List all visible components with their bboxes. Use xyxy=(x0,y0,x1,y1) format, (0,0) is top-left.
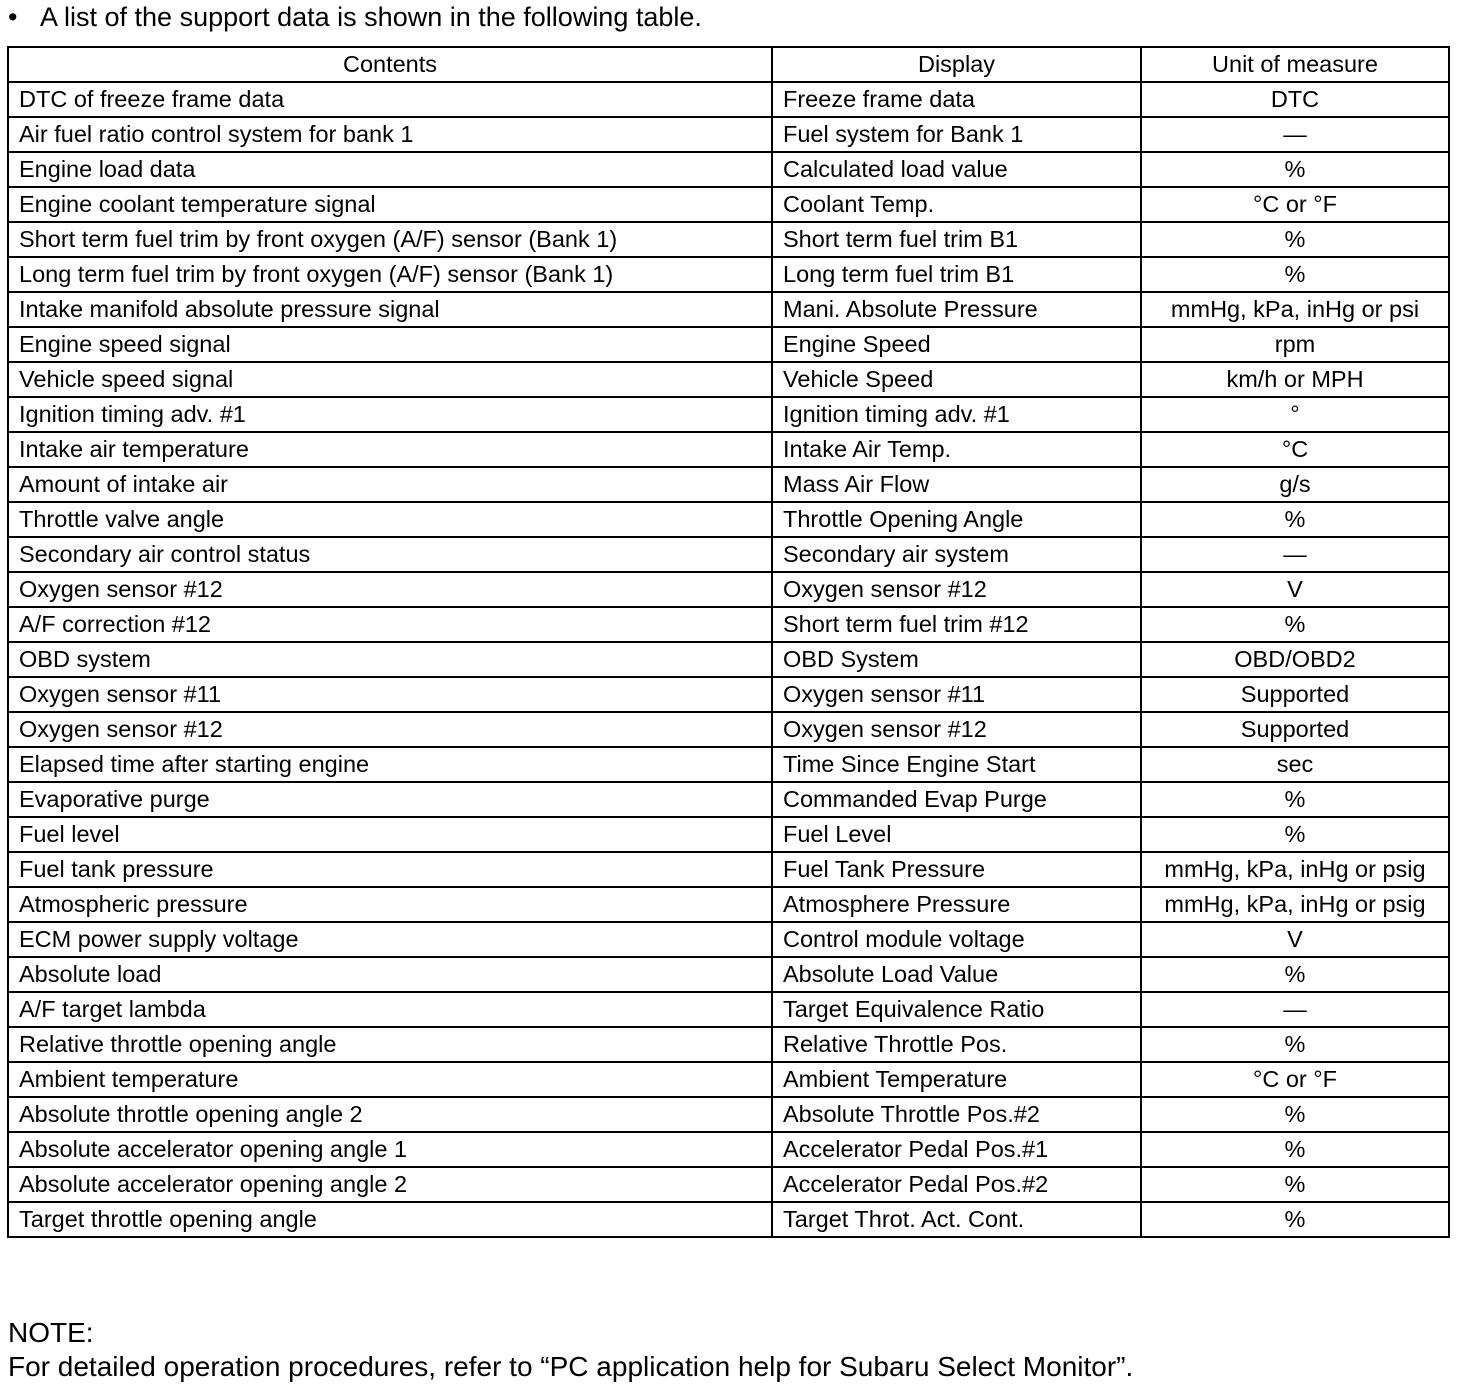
cell-display: Target Equivalence Ratio xyxy=(772,992,1141,1027)
cell-unit: °C or °F xyxy=(1141,1062,1449,1097)
cell-display: Short term fuel trim B1 xyxy=(772,222,1141,257)
cell-display: Oxygen sensor #12 xyxy=(772,712,1141,747)
cell-display: Vehicle Speed xyxy=(772,362,1141,397)
cell-display: Time Since Engine Start xyxy=(772,747,1141,782)
table-row xyxy=(8,1062,1449,1097)
table-row xyxy=(8,467,1449,502)
table-row xyxy=(8,712,1449,747)
cell-unit: — xyxy=(1141,537,1449,572)
cell-unit: °C or °F xyxy=(1141,187,1449,222)
table-row xyxy=(8,537,1449,572)
cell-unit: mmHg, kPa, inHg or psi xyxy=(1141,292,1449,327)
cell-display: Calculated load value xyxy=(772,152,1141,187)
table-row xyxy=(8,887,1449,922)
table-row xyxy=(8,782,1449,817)
cell-contents: Oxygen sensor #11 xyxy=(8,677,772,712)
cell-contents: Air fuel ratio control system for bank 1 xyxy=(8,117,772,152)
cell-display: Long term fuel trim B1 xyxy=(772,257,1141,292)
cell-contents: Amount of intake air xyxy=(8,467,772,502)
table-row xyxy=(8,432,1449,467)
cell-display: Oxygen sensor #11 xyxy=(772,677,1141,712)
table-row xyxy=(8,1202,1449,1237)
cell-display: Accelerator Pedal Pos.#1 xyxy=(772,1132,1141,1167)
cell-unit: DTC xyxy=(1141,82,1449,117)
cell-contents: Atmospheric pressure xyxy=(8,887,772,922)
cell-unit: °C xyxy=(1141,432,1449,467)
bullet: • xyxy=(8,2,18,32)
cell-display: Ambient Temperature xyxy=(772,1062,1141,1097)
cell-contents: Absolute accelerator opening angle 2 xyxy=(8,1167,772,1202)
cell-display: Throttle Opening Angle xyxy=(772,502,1141,537)
cell-display: Atmosphere Pressure xyxy=(772,887,1141,922)
table-row xyxy=(8,957,1449,992)
table-row xyxy=(8,362,1449,397)
cell-contents: Elapsed time after starting engine xyxy=(8,747,772,782)
cell-unit: % xyxy=(1141,502,1449,537)
table-row xyxy=(8,397,1449,432)
cell-contents: A/F correction #12 xyxy=(8,607,772,642)
cell-contents: Engine load data xyxy=(8,152,772,187)
cell-contents: Evaporative purge xyxy=(8,782,772,817)
intro-line xyxy=(8,2,702,33)
table-row xyxy=(8,922,1449,957)
cell-display: Ignition timing adv. #1 xyxy=(772,397,1141,432)
table-row xyxy=(8,117,1449,152)
table-row xyxy=(8,152,1449,187)
cell-unit: mmHg, kPa, inHg or psig xyxy=(1141,852,1449,887)
table-row xyxy=(8,817,1449,852)
cell-contents: Short term fuel trim by front oxygen (A/F) sensor (Bank 1) xyxy=(8,222,772,257)
support-data-table xyxy=(7,46,1450,1238)
cell-contents: Ambient temperature xyxy=(8,1062,772,1097)
cell-contents: OBD system xyxy=(8,642,772,677)
table-row xyxy=(8,222,1449,257)
cell-unit: % xyxy=(1141,817,1449,852)
cell-contents: ECM power supply voltage xyxy=(8,922,772,957)
cell-unit: % xyxy=(1141,1167,1449,1202)
cell-contents: Fuel tank pressure xyxy=(8,852,772,887)
table-row xyxy=(8,1097,1449,1132)
cell-display: OBD System xyxy=(772,642,1141,677)
cell-display: Fuel Tank Pressure xyxy=(772,852,1141,887)
table-row xyxy=(8,852,1449,887)
cell-unit: V xyxy=(1141,922,1449,957)
cell-unit: sec xyxy=(1141,747,1449,782)
cell-display: Commanded Evap Purge xyxy=(772,782,1141,817)
cell-display: Oxygen sensor #12 xyxy=(772,572,1141,607)
cell-contents: Vehicle speed signal xyxy=(8,362,772,397)
cell-contents: Oxygen sensor #12 xyxy=(8,572,772,607)
cell-unit: % xyxy=(1141,782,1449,817)
table-row xyxy=(8,747,1449,782)
cell-unit: Supported xyxy=(1141,712,1449,747)
cell-contents: Intake air temperature xyxy=(8,432,772,467)
cell-display: Engine Speed xyxy=(772,327,1141,362)
cell-contents: Oxygen sensor #12 xyxy=(8,712,772,747)
cell-contents: Absolute load xyxy=(8,957,772,992)
cell-unit: % xyxy=(1141,1097,1449,1132)
table-row xyxy=(8,1167,1449,1202)
cell-contents: Throttle valve angle xyxy=(8,502,772,537)
table-row xyxy=(8,1132,1449,1167)
table-row xyxy=(8,572,1449,607)
table-row xyxy=(8,677,1449,712)
table-row xyxy=(8,292,1449,327)
cell-contents: Engine speed signal xyxy=(8,327,772,362)
cell-display: Secondary air system xyxy=(772,537,1141,572)
cell-unit: ° xyxy=(1141,397,1449,432)
cell-unit: km/h or MPH xyxy=(1141,362,1449,397)
cell-unit: OBD/OBD2 xyxy=(1141,642,1449,677)
cell-contents: Intake manifold absolute pressure signal xyxy=(8,292,772,327)
note-label: NOTE: xyxy=(8,1317,94,1348)
table-row xyxy=(8,642,1449,677)
cell-unit: % xyxy=(1141,607,1449,642)
cell-display: Mass Air Flow xyxy=(772,467,1141,502)
cell-unit: g/s xyxy=(1141,467,1449,502)
cell-contents: A/F target lambda xyxy=(8,992,772,1027)
cell-display: Absolute Throttle Pos.#2 xyxy=(772,1097,1141,1132)
cell-unit: rpm xyxy=(1141,327,1449,362)
table-row xyxy=(8,607,1449,642)
table-row xyxy=(8,1027,1449,1062)
cell-unit: V xyxy=(1141,572,1449,607)
note xyxy=(8,1316,1133,1384)
cell-unit: mmHg, kPa, inHg or psig xyxy=(1141,887,1449,922)
cell-contents: Fuel level xyxy=(8,817,772,852)
cell-display: Intake Air Temp. xyxy=(772,432,1141,467)
header-unit: Unit of measure xyxy=(1141,47,1449,82)
intro-text: A list of the support data is shown in the following table. xyxy=(40,2,702,32)
header-display: Display xyxy=(772,47,1141,82)
table-row xyxy=(8,257,1449,292)
note-text: For detailed operation procedures, refer to “PC application help for Subaru Select Monitor”. xyxy=(8,1351,1134,1382)
cell-display: Fuel Level xyxy=(772,817,1141,852)
cell-display: Accelerator Pedal Pos.#2 xyxy=(772,1167,1141,1202)
cell-contents: Target throttle opening angle xyxy=(8,1202,772,1237)
table-row xyxy=(8,992,1449,1027)
cell-unit: % xyxy=(1141,1132,1449,1167)
cell-display: Absolute Load Value xyxy=(772,957,1141,992)
cell-display: Target Throt. Act. Cont. xyxy=(772,1202,1141,1237)
cell-display: Short term fuel trim #12 xyxy=(772,607,1141,642)
table-row xyxy=(8,82,1449,117)
cell-display: Coolant Temp. xyxy=(772,187,1141,222)
cell-display: Mani. Absolute Pressure xyxy=(772,292,1141,327)
cell-contents: Long term fuel trim by front oxygen (A/F) sensor (Bank 1) xyxy=(8,257,772,292)
table-row xyxy=(8,187,1449,222)
cell-contents: Absolute accelerator opening angle 1 xyxy=(8,1132,772,1167)
cell-display: Relative Throttle Pos. xyxy=(772,1027,1141,1062)
cell-unit: Supported xyxy=(1141,677,1449,712)
cell-display: Fuel system for Bank 1 xyxy=(772,117,1141,152)
cell-contents: DTC of freeze frame data xyxy=(8,82,772,117)
cell-contents: Absolute throttle opening angle 2 xyxy=(8,1097,772,1132)
cell-display: Control module voltage xyxy=(772,922,1141,957)
cell-unit: % xyxy=(1141,222,1449,257)
cell-unit: % xyxy=(1141,152,1449,187)
header-contents: Contents xyxy=(8,47,772,82)
cell-contents: Ignition timing adv. #1 xyxy=(8,397,772,432)
table-row xyxy=(8,327,1449,362)
cell-unit: % xyxy=(1141,257,1449,292)
cell-contents: Relative throttle opening angle xyxy=(8,1027,772,1062)
cell-unit: % xyxy=(1141,1027,1449,1062)
cell-unit: % xyxy=(1141,1202,1449,1237)
cell-unit: — xyxy=(1141,117,1449,152)
table-row xyxy=(8,502,1449,537)
cell-contents: Secondary air control status xyxy=(8,537,772,572)
cell-display: Freeze frame data xyxy=(772,82,1141,117)
table-header-row xyxy=(8,47,1449,82)
cell-unit: % xyxy=(1141,957,1449,992)
cell-unit: — xyxy=(1141,992,1449,1027)
cell-contents: Engine coolant temperature signal xyxy=(8,187,772,222)
